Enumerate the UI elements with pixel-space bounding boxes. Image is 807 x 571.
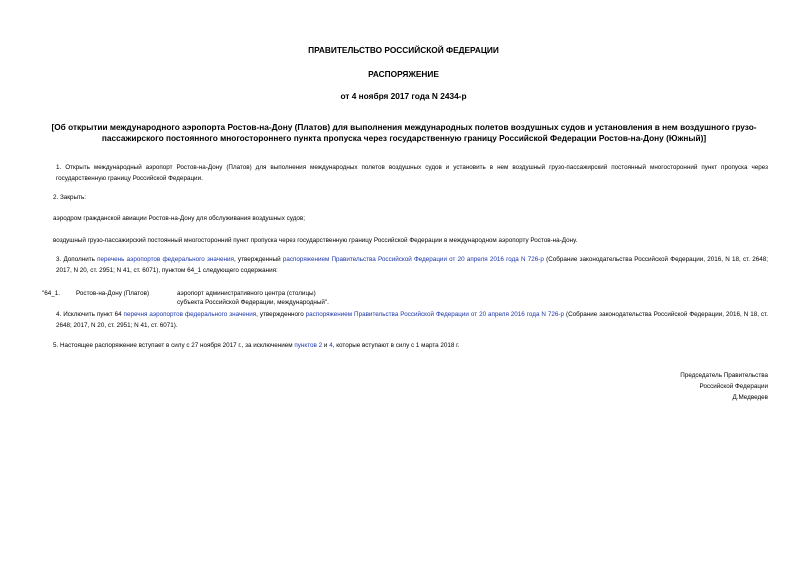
government-name: ПРАВИТЕЛЬСТВО РОССИЙСКОЙ ФЕДЕРАЦИИ <box>308 45 499 55</box>
table-description-line-2: субъекта Российской Федерации, международный". <box>177 299 329 306</box>
signature-country: Российской Федерации <box>699 383 768 390</box>
airports-list-link-2[interactable]: перечня аэропортов федерального значения <box>123 311 257 318</box>
point-2-link[interactable]: пунктов 2 <box>294 342 323 349</box>
paragraph-5-text-mid: и <box>322 342 330 349</box>
airports-list-link[interactable]: перечень аэропортов федерального значения <box>97 256 234 263</box>
paragraph-4 <box>40 309 768 331</box>
paragraph-2-item-b: воздушный грузо-пассажирский постоянный многосторонний пункт пропуска через государственную границу Российской Федерации в международном аэропорту Ростов-на-Дону. <box>53 237 578 244</box>
paragraph-5-text-post: , которые вступают в силу с 1 марта 2018 г. <box>332 342 460 349</box>
paragraph-5 <box>53 340 768 351</box>
paragraph-3 <box>40 254 768 276</box>
document-title: [Об открытии международного аэропорта Ростов-на-Дону (Платов) для выполнения международных полетов воздушных судов и установления в нем воздушного грузо-пассажирского постоянного многостороннего пункта пропуска через государственную границу Российской Федерации Ростов-на-Дону (Южный)] <box>51 122 757 143</box>
paragraph-1: 1. Открыть международный аэропорт Ростов-на-Дону (Платов) для выполнения международных полетов воздушных судов и установить в нем воздушный грузо-пассажирский постоянный многосторонний пункт пропуска через государственную границу Российской Федерации. <box>56 164 768 182</box>
paragraph-2-item-a: аэродром гражданской авиации Ростов-на-Дону для обслуживания воздушных судов; <box>53 215 305 222</box>
signature-name: Д.Медведев <box>732 394 768 401</box>
point-4-link[interactable]: 4 <box>329 342 333 349</box>
paragraph-2: 2. Закрыть: <box>53 194 87 201</box>
document-kind: РАСПОРЯЖЕНИЕ <box>368 69 439 79</box>
order-726-link-2[interactable]: распоряжением Правительства Российской Федерации от 20 апреля 2016 года N 726-р <box>305 311 565 318</box>
signature-title: Председатель Правительства <box>680 372 768 379</box>
signature-block <box>680 370 768 403</box>
document-date-number: от 4 ноября 2017 года N 2434-р <box>340 91 467 101</box>
paragraph-4-text-pre: 4. Исключить пункт 64 <box>56 311 124 318</box>
paragraph-4-text-post: (Собрание законодательства Российской Федерации, 2016, N 18, ст. 2648; 2017, N 20, ст. 2951; N 41, ст. 6071). <box>56 311 768 329</box>
paragraph-5-text-pre: 5. Настоящее распоряжение вступает в силу с 27 ноября 2017 г., за исключением <box>53 342 295 349</box>
table-description-line-1: аэропорт административного центра (столицы) <box>177 290 316 297</box>
table-cell-description <box>177 289 329 307</box>
paragraph-3-text-pre: 3. Дополнить <box>56 256 98 263</box>
table-cell-airport-name: Ростов-на-Дону (Платов) <box>76 290 150 297</box>
table-cell-number: "64_1. <box>42 290 60 297</box>
paragraph-3-text-mid: , утвержденный <box>233 256 283 263</box>
paragraph-4-text-mid: , утвержденного <box>256 311 306 318</box>
paragraph-3-text-post: (Собрание законодательства Российской Федерации, 2016, N 18, ст. 2648; 2017, N 20, ст. 2951; N 41, ст. 6071), пунктом 64_1 следующего содержания: <box>56 256 769 274</box>
order-726-link[interactable]: распоряжением Правительства Российской Федерации от 20 апреля 2016 года N 726-р <box>282 256 544 263</box>
